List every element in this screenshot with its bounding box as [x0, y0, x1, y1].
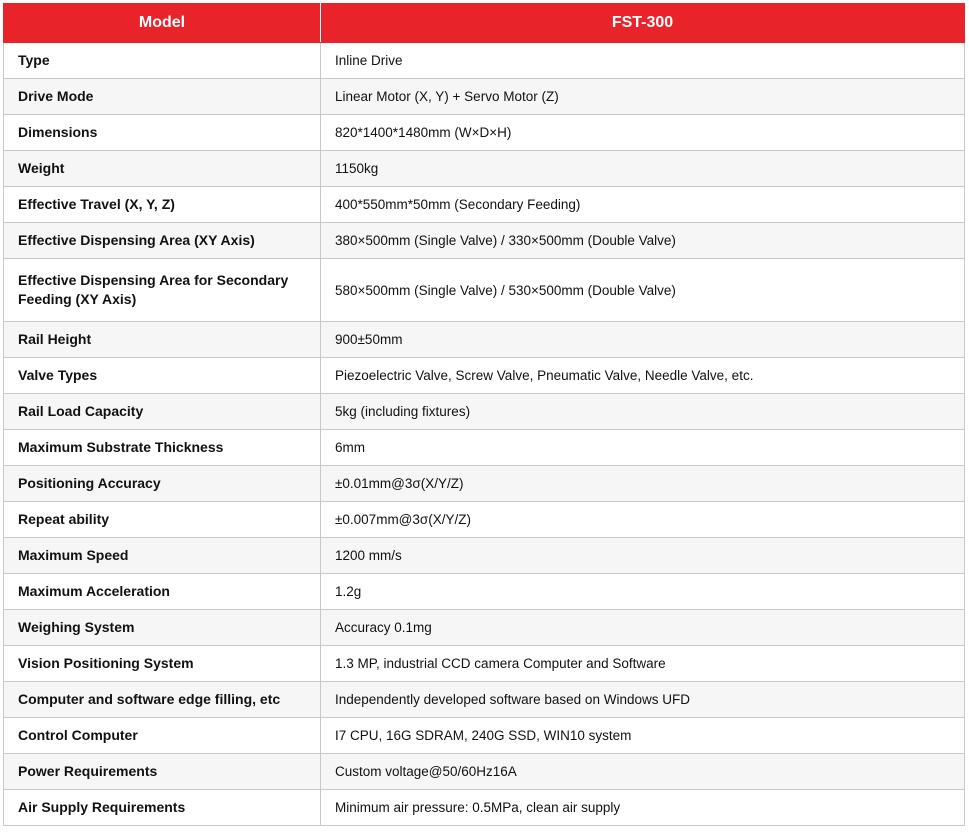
row-label: Type	[4, 43, 321, 79]
table-row	[4, 358, 965, 394]
row-label: Weighing System	[4, 610, 321, 646]
table-row	[4, 151, 965, 187]
row-label: Control Computer	[4, 718, 321, 754]
row-label: Effective Dispensing Area (XY Axis)	[4, 223, 321, 259]
row-value: I7 CPU, 16G SDRAM, 240G SSD, WIN10 system	[321, 718, 965, 754]
row-value: 6mm	[321, 430, 965, 466]
row-value: Piezoelectric Valve, Screw Valve, Pneumatic Valve, Needle Valve, etc.	[321, 358, 965, 394]
row-value: Minimum air pressure: 0.5MPa, clean air supply	[321, 790, 965, 826]
row-label: Rail Height	[4, 322, 321, 358]
header-model-name: FST-300	[321, 4, 965, 43]
table-row	[4, 574, 965, 610]
row-label: Maximum Acceleration	[4, 574, 321, 610]
row-value: ±0.01mm@3σ(X/Y/Z)	[321, 466, 965, 502]
row-label: Weight	[4, 151, 321, 187]
table-row	[4, 790, 965, 826]
row-label: Effective Dispensing Area for Secondary Feeding (XY Axis)	[4, 259, 321, 322]
table-row	[4, 754, 965, 790]
row-label: Rail Load Capacity	[4, 394, 321, 430]
row-value: 820*1400*1480mm (W×D×H)	[321, 115, 965, 151]
table-row	[4, 43, 965, 79]
row-label: Drive Mode	[4, 79, 321, 115]
table-row	[4, 394, 965, 430]
row-label: Vision Positioning System	[4, 646, 321, 682]
table-row	[4, 187, 965, 223]
row-value: Accuracy 0.1mg	[321, 610, 965, 646]
row-value: ±0.007mm@3σ(X/Y/Z)	[321, 502, 965, 538]
header-model: Model	[4, 4, 321, 43]
row-value: 1.2g	[321, 574, 965, 610]
row-value: 580×500mm (Single Valve) / 530×500mm (Double Valve)	[321, 259, 965, 322]
row-value: Inline Drive	[321, 43, 965, 79]
row-label: Maximum Speed	[4, 538, 321, 574]
row-label: Maximum Substrate Thickness	[4, 430, 321, 466]
row-label: Air Supply Requirements	[4, 790, 321, 826]
row-value: 900±50mm	[321, 322, 965, 358]
row-value: Independently developed software based on Windows UFD	[321, 682, 965, 718]
row-label: Valve Types	[4, 358, 321, 394]
row-value: Custom voltage@50/60Hz16A	[321, 754, 965, 790]
row-label: Power Requirements	[4, 754, 321, 790]
table-row	[4, 115, 965, 151]
table-row	[4, 502, 965, 538]
table-row	[4, 538, 965, 574]
row-value: 1.3 MP, industrial CCD camera Computer and Software	[321, 646, 965, 682]
table-row	[4, 223, 965, 259]
table-row	[4, 466, 965, 502]
table-row	[4, 322, 965, 358]
table-row	[4, 610, 965, 646]
row-value: 1150kg	[321, 151, 965, 187]
table-row	[4, 430, 965, 466]
row-label: Repeat ability	[4, 502, 321, 538]
table-row	[4, 646, 965, 682]
table-row	[4, 259, 965, 322]
row-label: Dimensions	[4, 115, 321, 151]
spec-table	[3, 3, 965, 826]
row-label: Positioning Accuracy	[4, 466, 321, 502]
row-value: 380×500mm (Single Valve) / 330×500mm (Double Valve)	[321, 223, 965, 259]
row-value: Linear Motor (X, Y) + Servo Motor (Z)	[321, 79, 965, 115]
table-row	[4, 682, 965, 718]
row-label: Computer and software edge filling, etc	[4, 682, 321, 718]
row-label: Effective Travel (X, Y, Z)	[4, 187, 321, 223]
header-row	[4, 4, 965, 43]
row-value: 1200 mm/s	[321, 538, 965, 574]
table-row	[4, 79, 965, 115]
table-row	[4, 718, 965, 754]
row-value: 400*550mm*50mm (Secondary Feeding)	[321, 187, 965, 223]
row-value: 5kg (including fixtures)	[321, 394, 965, 430]
